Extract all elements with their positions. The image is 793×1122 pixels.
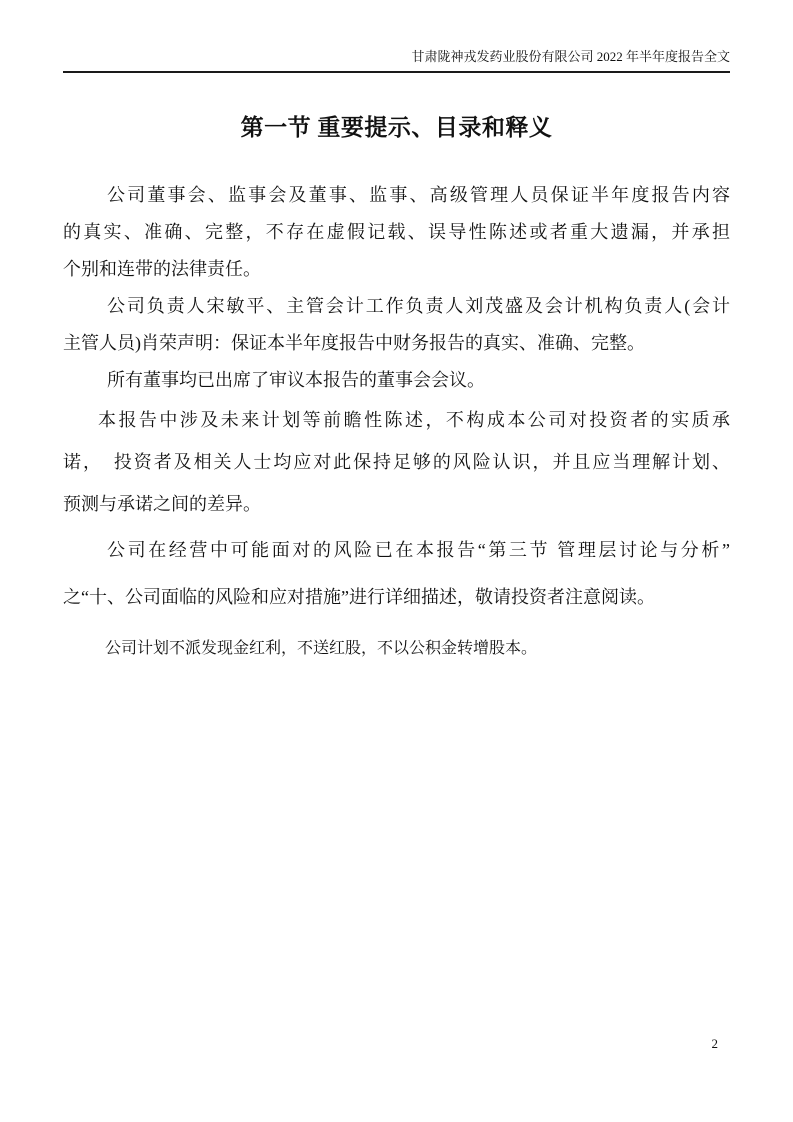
paragraph-forward-looking [63, 399, 730, 525]
paragraph-line: 之“十、公司面临的风险和应对措施”进行详细描述，敬请投资者注意阅读。 [63, 587, 655, 607]
paragraph-risk-description [63, 527, 730, 621]
paragraph-line: 公司计划不派发现金红利，不送红股，不以公积金转增股本。 [105, 640, 538, 657]
report-header [63, 0, 730, 73]
paragraph-line: 公司董事会、监事会及董事、监事、高级管理人员保证半年度报告内容 [107, 185, 730, 205]
paragraph-line: 个别和连带的法律责任。 [63, 259, 261, 279]
report-header-text: 甘肃陇神戎发药业股份有限公司 2022 年半年度报告全文 [411, 49, 730, 64]
paragraph-responsible-persons [63, 288, 730, 362]
paragraph-line: 的真实、准确、完整，不存在虚假记载、误导性陈述或者重大遗漏，并承担 [63, 222, 730, 242]
paragraph-line: 主管人员)肖荣声明：保证本半年度报告中财务报告的真实、准确、完整。 [63, 333, 645, 353]
paragraph-board-guarantee [63, 177, 730, 288]
paragraph-line: 公司在经营中可能面对的风险已在本报告“第三节 管理层讨论与分析” [107, 540, 730, 560]
paragraph-line: 所有董事均已出席了审议本报告的董事会会议。 [107, 370, 485, 390]
section-title: 第一节 重要提示、目录和释义 [240, 115, 553, 140]
paragraph-line: 公司负责人宋敏平、主管会计工作负责人刘茂盛及会计机构负责人(会计 [107, 296, 730, 316]
paragraph-directors-attendance [63, 362, 730, 399]
paragraph-line: 预测与承诺之间的差异。 [63, 494, 261, 514]
paragraph-line: 诺， 投资者及相关人士均应对此保持足够的风险认识，并且应当理解计划、 [63, 452, 730, 472]
page-number: 2 [711, 1036, 718, 1051]
paragraph-line: 本报告中涉及未来计划等前瞻性陈述，不构成本公司对投资者的实质承 [98, 410, 730, 430]
paragraph-dividend-plan [63, 625, 730, 672]
